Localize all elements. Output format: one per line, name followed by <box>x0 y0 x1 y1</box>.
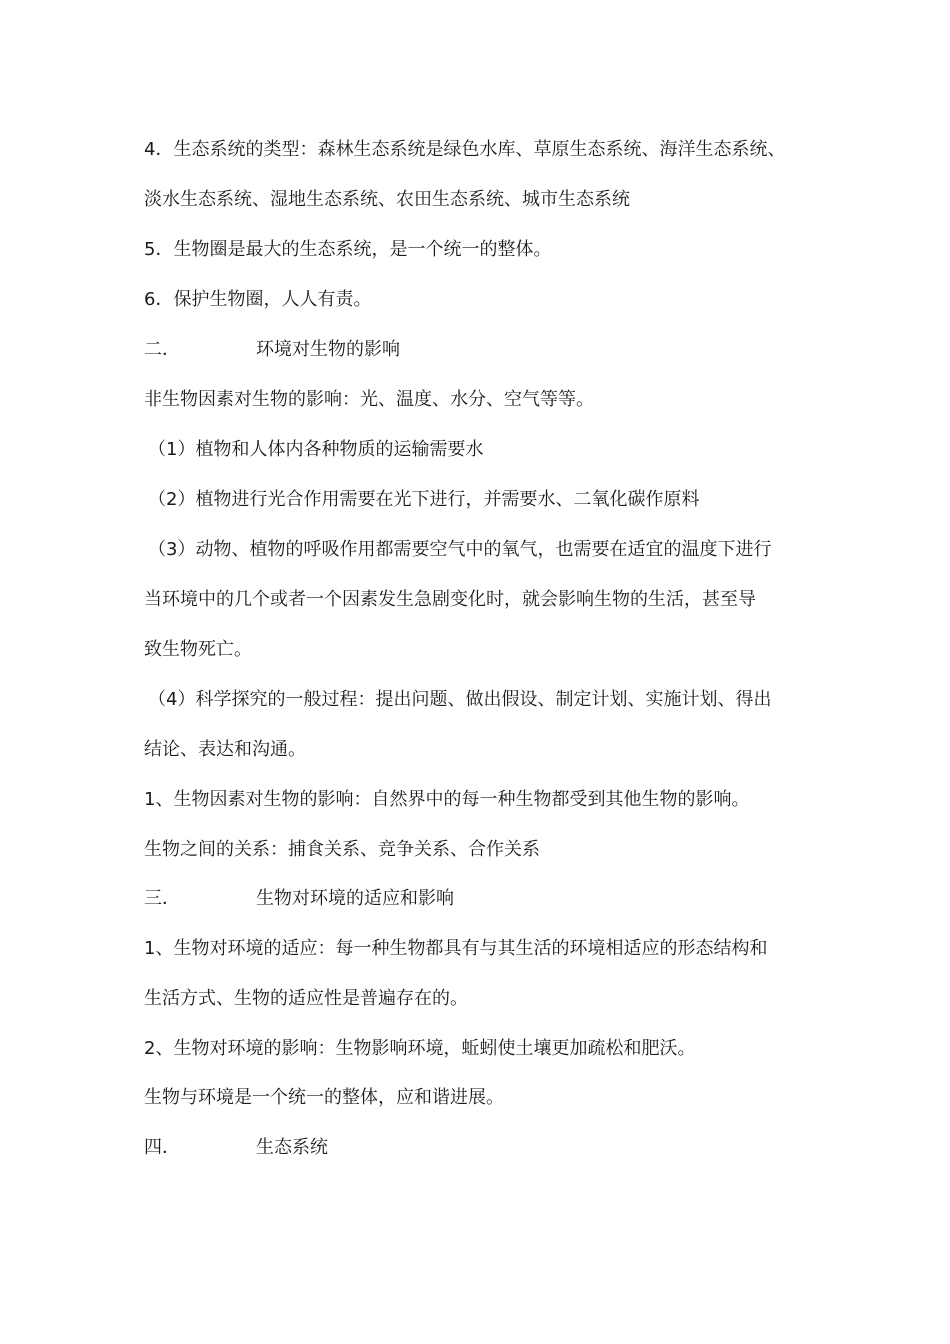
section-title: 生物对环境的适应和影响 <box>256 888 454 909</box>
text-line: 致生物死亡。 <box>144 639 252 660</box>
list-item: （2）植物进行光合作用需要在光下进行，并需要水、二氧化碳作原料 <box>148 489 700 510</box>
list-item: （3）动物、植物的呼吸作用都需要空气中的氧气，也需要在适宜的温度下进行 <box>148 539 772 560</box>
list-item: （1）植物和人体内各种物质的运输需要水 <box>148 439 484 460</box>
text-line: 1、生物因素对生物的影响：自然界中的每一种生物都受到其他生物的影响。 <box>144 789 750 810</box>
text-line: 6．保护生物圈，人人有责。 <box>144 289 372 310</box>
section-title: 生态系统 <box>256 1137 328 1158</box>
text-line: 当环境中的几个或者一个因素发生急剧变化时，就会影响生物的生活，甚至导 <box>144 589 756 610</box>
text-line: 结论、表达和沟通。 <box>144 739 306 760</box>
text-line: 淡水生态系统、湿地生态系统、农田生态系统、城市生态系统 <box>144 189 630 210</box>
text-line: 生物与环境是一个统一的整体，应和谐进展。 <box>144 1087 504 1108</box>
section-title: 环境对生物的影响 <box>256 339 400 360</box>
text-line: 5．生物圈是最大的生态系统，是一个统一的整体。 <box>144 239 552 260</box>
section-heading <box>144 337 844 363</box>
text-line: 非生物因素对生物的影响：光、温度、水分、空气等等。 <box>144 389 594 410</box>
section-number: 三． <box>144 888 180 909</box>
list-item: （4）科学探究的一般过程：提出问题、做出假设、制定计划、实施计划、得出 <box>148 689 772 710</box>
text-line: 2、生物对环境的影响：生物影响环境，蚯蚓使土壤更加疏松和肥沃。 <box>144 1038 696 1059</box>
text-line: 4．生态系统的类型：森林生态系统是绿色水库、草原生态系统、海洋生态系统、 <box>144 139 786 160</box>
text-line: 1、生物对环境的适应：每一种生物都具有与其生活的环境相适应的形态结构和 <box>144 938 768 959</box>
section-number: 二． <box>144 339 180 360</box>
section-heading <box>144 886 844 912</box>
section-number: 四． <box>144 1137 180 1158</box>
section-heading <box>144 1135 844 1161</box>
text-line: 生活方式、生物的适应性是普遍存在的。 <box>144 988 468 1009</box>
text-line: 生物之间的关系：捕食关系、竞争关系、合作关系 <box>144 839 540 860</box>
